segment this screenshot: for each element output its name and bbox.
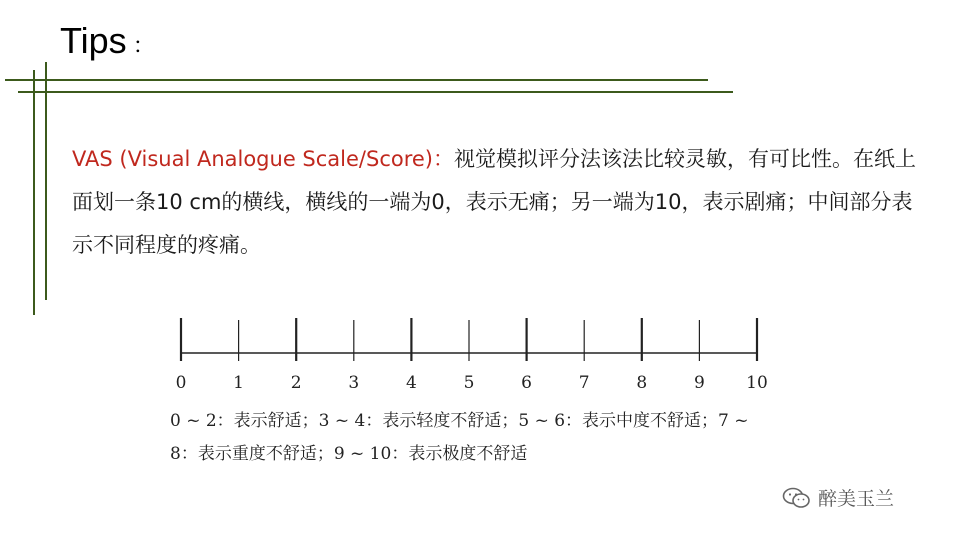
decor-vline-left — [33, 70, 35, 315]
scale-label-4: 4 — [405, 373, 417, 393]
vas-scale — [160, 310, 780, 400]
scale-label-6: 6 — [521, 373, 533, 393]
watermark — [782, 484, 894, 511]
scale-label-7: 7 — [578, 373, 590, 393]
vas-description — [72, 138, 932, 267]
wechat-icon — [782, 487, 812, 509]
legend-line-2: 8：表示重度不舒适；9 ~ 10：表示极度不舒适 — [170, 444, 528, 464]
scale-label-3: 3 — [348, 373, 360, 393]
scale-label-9: 9 — [693, 373, 705, 393]
scale-label-2: 2 — [290, 373, 302, 393]
vas-scale-svg — [160, 310, 780, 400]
title-text: Tips — [60, 20, 127, 61]
title-colon: ： — [132, 33, 155, 58]
legend-line-1: 0 ~ 2：表示舒适；3 ~ 4：表示轻度不舒适；5 ~ 6：表示中度不舒适；7 ~ — [170, 411, 749, 431]
scale-label-0: 0 — [175, 373, 187, 393]
watermark-text: 醉美玉兰 — [818, 488, 895, 510]
page-title — [60, 20, 155, 62]
scale-label-5: 5 — [463, 373, 475, 393]
vas-body: 视觉模拟评分法该法比较灵敏，有可比性。在纸上面划一条10 cm的横线，横线的一端为0，表示无痛；另一端为10，表示剧痛；中间部分表示不同程度的疼痛。 — [72, 147, 916, 257]
vas-term: VAS (Visual Analogue Scale/Score)： — [72, 147, 454, 171]
scale-label-8: 8 — [636, 373, 648, 393]
scale-label-10: 10 — [746, 373, 768, 393]
decor-vline-right — [45, 62, 47, 300]
scale-legend — [170, 405, 780, 471]
decor-hline-bottom — [18, 91, 733, 93]
decor-hline-top — [5, 79, 708, 81]
scale-label-1: 1 — [233, 373, 245, 393]
